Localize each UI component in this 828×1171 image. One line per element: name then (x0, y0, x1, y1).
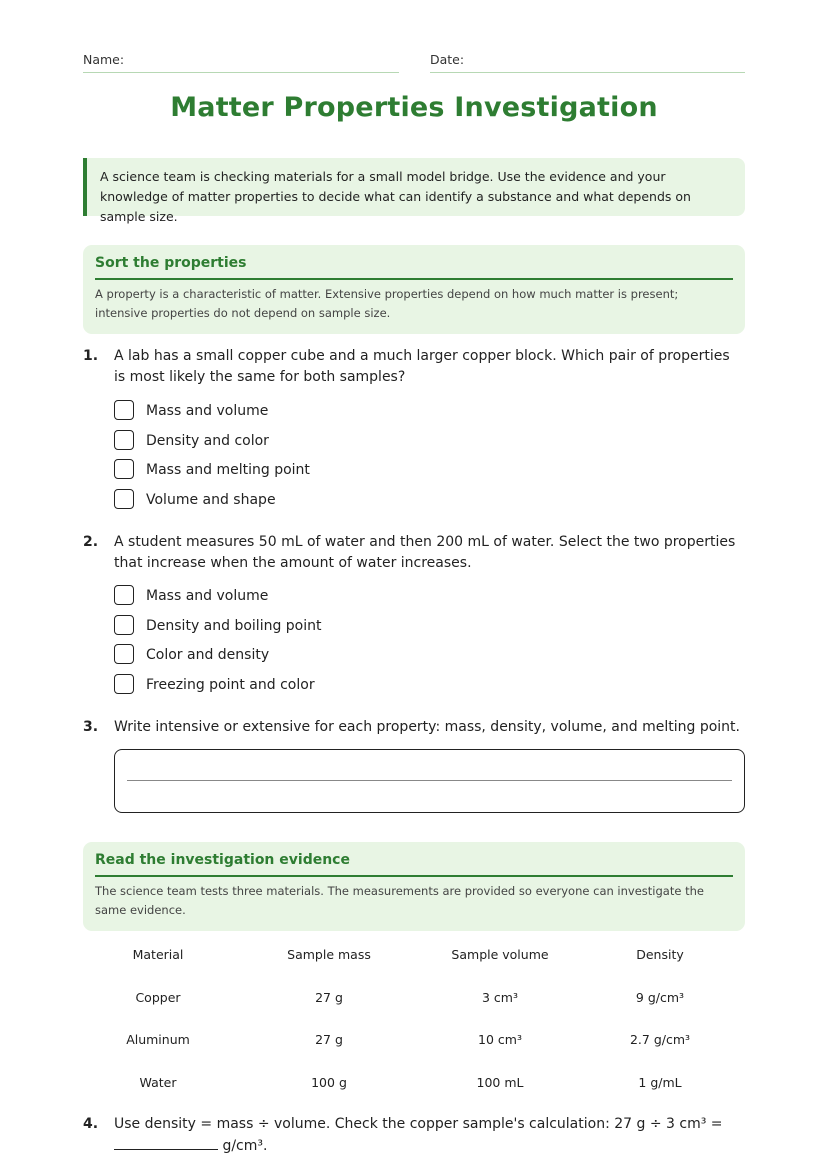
option-label: Density and boiling point (146, 617, 322, 634)
column-header: Sample volume (451, 946, 549, 962)
question-text (114, 1114, 745, 1157)
table-cell: 3 cm³ (482, 989, 518, 1005)
option-label: Color and density (146, 647, 270, 664)
section-sort-properties (83, 245, 745, 334)
evidence-table (83, 933, 745, 1104)
answer-line (127, 780, 732, 781)
table-row (83, 976, 745, 1019)
name-date-row (83, 52, 745, 74)
name-field[interactable] (83, 52, 399, 73)
question-text-before: Use density = mass ÷ volume. Check the copper sample's calculation: 27 g ÷ 3 cm³ = (114, 1116, 723, 1132)
question-text-after: g/cm³. (222, 1138, 268, 1154)
table-row (83, 1061, 745, 1104)
question-text: Write intensive or extensive for each property: mass, density, volume, and melting point. (114, 719, 740, 735)
table-cell: Water (139, 1074, 177, 1090)
question-number: 1. (83, 348, 99, 364)
table-header-row (83, 933, 745, 976)
option-label: Mass and melting point (146, 462, 310, 479)
answer-box[interactable] (114, 749, 745, 813)
checkbox[interactable] (114, 615, 134, 635)
section-description: The science team tests three materials. The measurements are provided so everyone can investigate the same evidence. (95, 884, 704, 917)
table-cell: Aluminum (126, 1032, 190, 1048)
table-cell: 27 g (315, 1032, 343, 1048)
checkbox[interactable] (114, 674, 134, 694)
table-cell: 1 g/mL (638, 1074, 682, 1090)
table-cell: 9 g/cm³ (635, 989, 685, 1005)
table-cell: 10 cm³ (478, 1032, 522, 1048)
table-cell: 27 g (315, 989, 343, 1005)
option-label: Volume and shape (146, 491, 276, 508)
date-label: Date: (430, 52, 465, 67)
checkbox[interactable] (114, 585, 134, 605)
question-text: A student measures 50 mL of water and then 200 mL of water. Select the two properties that increase when the amount of water increases. (114, 534, 736, 571)
question-number: 4. (83, 1116, 99, 1132)
question-number: 2. (83, 534, 99, 550)
option-label: Mass and volume (146, 403, 269, 419)
section-heading: Sort the properties (95, 255, 733, 280)
column-header: Material (132, 946, 184, 962)
table-row (83, 1018, 745, 1061)
answer-blank[interactable] (114, 1135, 218, 1150)
question-4 (83, 1114, 745, 1157)
question-number: 3. (83, 719, 99, 735)
name-label: Name: (83, 52, 125, 67)
section-description: A property is a characteristic of matter. Extensive properties depend on how much matter is present; intensive properties do not depend on sample size. (95, 287, 679, 320)
table-cell: Copper (135, 989, 181, 1005)
checkbox[interactable] (114, 489, 134, 509)
checkbox[interactable] (114, 400, 134, 420)
checkbox[interactable] (114, 644, 134, 664)
table-cell: 100 g (311, 1074, 347, 1090)
option-label: Density and color (146, 432, 269, 449)
section-investigation-evidence (83, 842, 745, 931)
date-field[interactable] (430, 52, 745, 73)
intro-callout: A science team is checking materials for a small model bridge. Use the evidence and your knowledge of matter properties to decide what can identify a substance and what depends on sample size. (83, 158, 745, 216)
option-label: Freezing point and color (146, 676, 315, 693)
column-header: Density (636, 946, 684, 962)
section-heading: Read the investigation evidence (95, 852, 733, 877)
table-cell: 100 mL (476, 1074, 524, 1090)
question-text: A lab has a small copper cube and a much larger copper block. Which pair of properties is most likely the same for both samples? (114, 348, 730, 385)
question-1 (83, 346, 745, 388)
checkbox[interactable] (114, 430, 134, 450)
page-title: Matter Properties Investigation (170, 92, 658, 123)
question-3 (83, 717, 745, 738)
question-2 (83, 532, 745, 574)
option-label: Mass and volume (146, 588, 269, 604)
column-header: Sample mass (287, 946, 371, 962)
checkbox[interactable] (114, 459, 134, 479)
table-cell: 2.7 g/cm³ (629, 1032, 691, 1048)
